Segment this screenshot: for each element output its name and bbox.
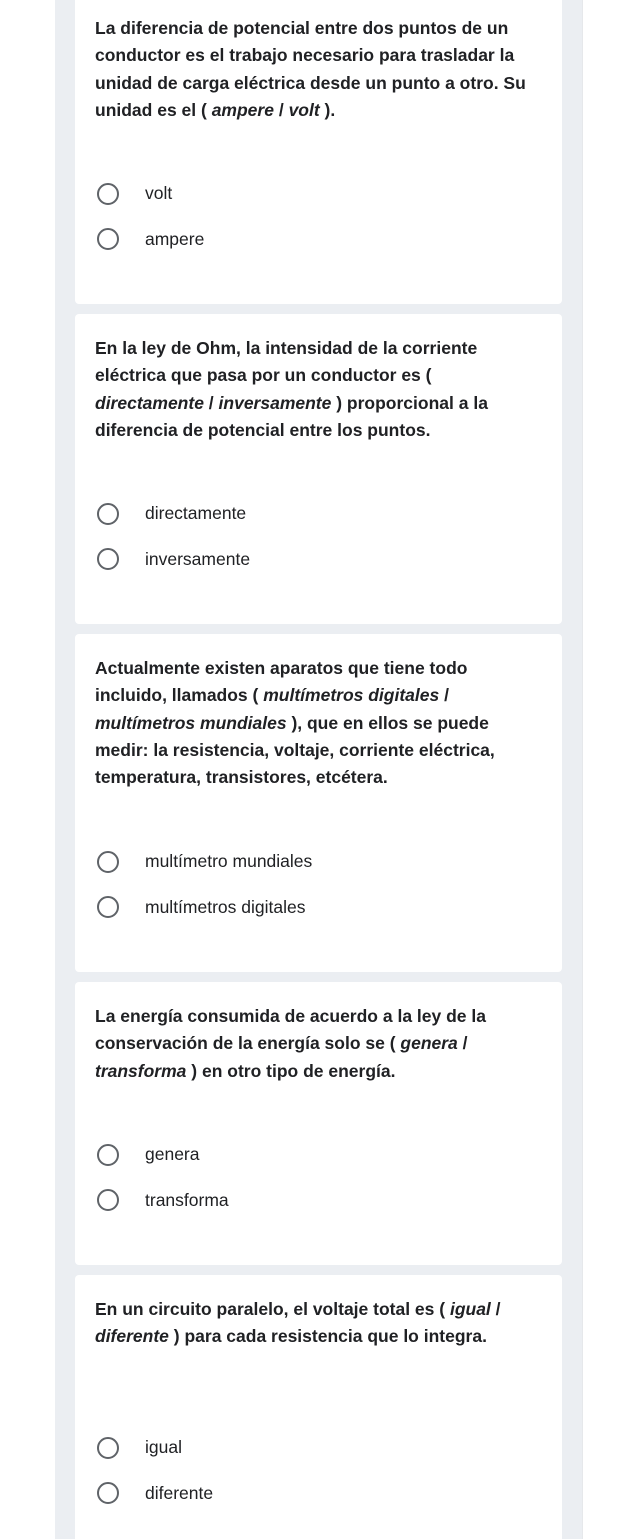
options-group	[95, 1425, 544, 1516]
option-transforma[interactable]	[95, 1178, 544, 1224]
option-label: multímetro mundiales	[145, 851, 313, 872]
options-group	[95, 491, 544, 582]
option-label: volt	[145, 183, 173, 204]
radio-button[interactable]	[97, 503, 119, 525]
question-text: Actualmente existen aparatos que tiene todo incluido, llamados ( multímetros digitales / multímetros mundiales ), que en ellos se puede medir: la resistencia, voltaje, corriente eléctrica, temperatura, transistores, etcétera.	[95, 658, 495, 788]
option-igual[interactable]	[95, 1425, 544, 1471]
radio-button[interactable]	[97, 228, 119, 250]
question-card-2	[75, 314, 562, 624]
option-label: inversamente	[145, 548, 251, 569]
radio-button[interactable]	[97, 851, 119, 873]
option-multimetros-digitales[interactable]	[95, 885, 544, 931]
option-ampere[interactable]	[95, 217, 544, 263]
question-text: En un circuito paralelo, el voltaje total es ( igual / diferente ) para cada resistencia que lo integra.	[95, 1299, 501, 1347]
options-group	[95, 171, 544, 262]
option-label: igual	[145, 1437, 182, 1458]
option-multimetro-mundiales[interactable]	[95, 839, 544, 885]
radio-button[interactable]	[97, 1437, 119, 1459]
radio-button[interactable]	[97, 1144, 119, 1166]
option-label: diferente	[145, 1482, 214, 1503]
option-label: directamente	[145, 503, 247, 524]
option-label: multímetros digitales	[145, 896, 306, 917]
question-text: En la ley de Ohm, la intensidad de la corriente eléctrica que pasa por un conductor es ( directamente / inversamente ) proporcional a la diferencia de potencial entre los puntos.	[95, 338, 488, 440]
option-directamente[interactable]	[95, 491, 544, 537]
option-label: transforma	[145, 1189, 229, 1210]
radio-button[interactable]	[97, 1189, 119, 1211]
question-card-5	[75, 1275, 562, 1539]
radio-button[interactable]	[97, 1482, 119, 1504]
question-card-1	[75, 0, 562, 304]
page-edge-rule	[582, 0, 583, 1539]
radio-button[interactable]	[97, 183, 119, 205]
question-card-3	[75, 634, 562, 972]
option-genera[interactable]	[95, 1132, 544, 1178]
options-group	[95, 1132, 544, 1223]
question-text: La energía consumida de acuerdo a la ley de la conservación de la energía solo se ( genera / transforma ) en otro tipo de energía.	[95, 1006, 486, 1081]
option-label: ampere	[145, 228, 205, 249]
option-label: genera	[145, 1144, 200, 1165]
question-text: La diferencia de potencial entre dos puntos de un conductor es el trabajo necesario para trasladar la unidad de carga eléctrica desde un punto a otro. Su unidad es el ( ampere / volt ).	[95, 18, 526, 120]
option-inversamente[interactable]	[95, 537, 544, 583]
radio-button[interactable]	[97, 896, 119, 918]
option-volt[interactable]	[95, 171, 544, 217]
option-diferente[interactable]	[95, 1471, 544, 1517]
options-group	[95, 839, 544, 930]
question-card-4	[75, 982, 562, 1265]
radio-button[interactable]	[97, 548, 119, 570]
